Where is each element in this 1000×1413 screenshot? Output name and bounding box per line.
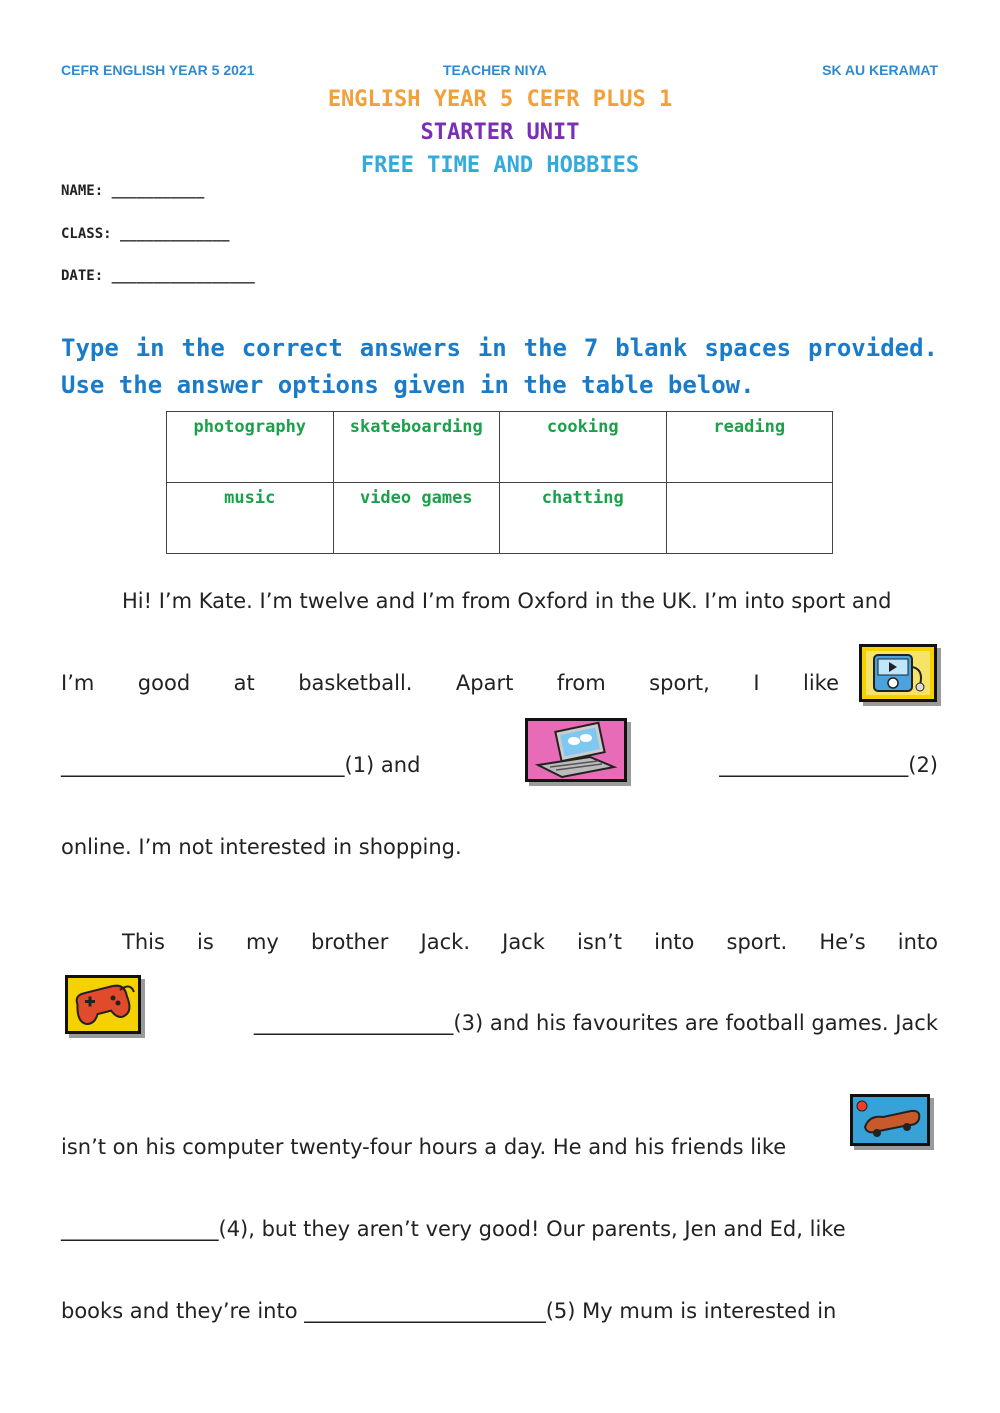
laptop-chat-icon — [525, 718, 627, 782]
word: like — [802, 671, 839, 695]
word: my — [245, 930, 279, 954]
blank-2-line[interactable]: __________________(2) — [719, 753, 938, 777]
word: is — [197, 930, 214, 954]
word: Apart — [455, 671, 514, 695]
text-line-5 — [122, 930, 938, 954]
option-cell: video games — [333, 483, 500, 554]
unit-title: STARTER UNIT — [420, 120, 580, 145]
option-cell: music — [167, 483, 334, 554]
answer-options-table — [166, 411, 833, 554]
option-cell-empty — [666, 483, 833, 554]
options-row — [167, 483, 833, 554]
text-line-7: isn’t on his computer twenty-four hours a day. He and his friends like — [61, 1135, 787, 1159]
option-cell: chatting — [500, 483, 667, 554]
skateboard-icon — [850, 1094, 930, 1146]
option-cell: reading — [666, 412, 833, 483]
date-field[interactable]: DATE: _________________ — [61, 268, 255, 284]
word: sport, — [649, 671, 710, 695]
blank-4-line[interactable]: _______________(4), but they aren’t very good! Our parents, Jen and Ed, like — [61, 1217, 846, 1241]
option-cell: photography — [167, 412, 334, 483]
blank-3-line[interactable]: ___________________(3) and his favourites are football games. Jack — [253, 1011, 938, 1035]
word: basketball. — [298, 671, 413, 695]
text-line-1: Hi! I’m Kate. I’m twelve and I’m from Oxford in the UK. I’m into sport and — [122, 589, 892, 613]
word: I’m — [61, 671, 95, 695]
music-player-icon — [859, 644, 937, 702]
header-center: TEACHER NIYA — [443, 62, 547, 78]
word: sport. — [726, 930, 788, 954]
word: brother — [310, 930, 389, 954]
blank-5-line[interactable]: books and they’re into _______________________(5) My mum is interested in — [61, 1299, 837, 1323]
word: I — [753, 671, 760, 695]
word: into — [654, 930, 695, 954]
word: He’s — [819, 930, 866, 954]
option-cell: cooking — [500, 412, 667, 483]
word: Jack — [502, 930, 545, 954]
word: Jack. — [420, 930, 470, 954]
text-line-4: online. I’m not interested in shopping. — [61, 835, 462, 859]
options-row — [167, 412, 833, 483]
class-field[interactable]: CLASS: _____________ — [61, 226, 230, 242]
header-right: SK AU KERAMAT — [822, 62, 938, 78]
name-field[interactable]: NAME: ___________ — [61, 183, 205, 199]
option-cell: skateboarding — [333, 412, 500, 483]
word: at — [233, 671, 255, 695]
word: from — [556, 671, 606, 695]
worksheet-title: ENGLISH YEAR 5 CEFR PLUS 1 — [327, 87, 673, 112]
header-left: CEFR ENGLISH YEAR 5 2021 — [61, 62, 255, 78]
word: into — [897, 930, 938, 954]
instruction-text: Type in the correct answers in the 7 blank spaces provided. Use the answer options given in the table below. — [61, 334, 938, 399]
text-line-2 — [61, 671, 839, 695]
blank-1-line[interactable]: ___________________________(1) and — [61, 753, 421, 777]
word: good — [137, 671, 191, 695]
game-controller-icon — [65, 975, 141, 1034]
topic-title: FREE TIME AND HOBBIES — [360, 153, 640, 178]
word: isn’t — [577, 930, 623, 954]
word: This — [122, 930, 165, 954]
